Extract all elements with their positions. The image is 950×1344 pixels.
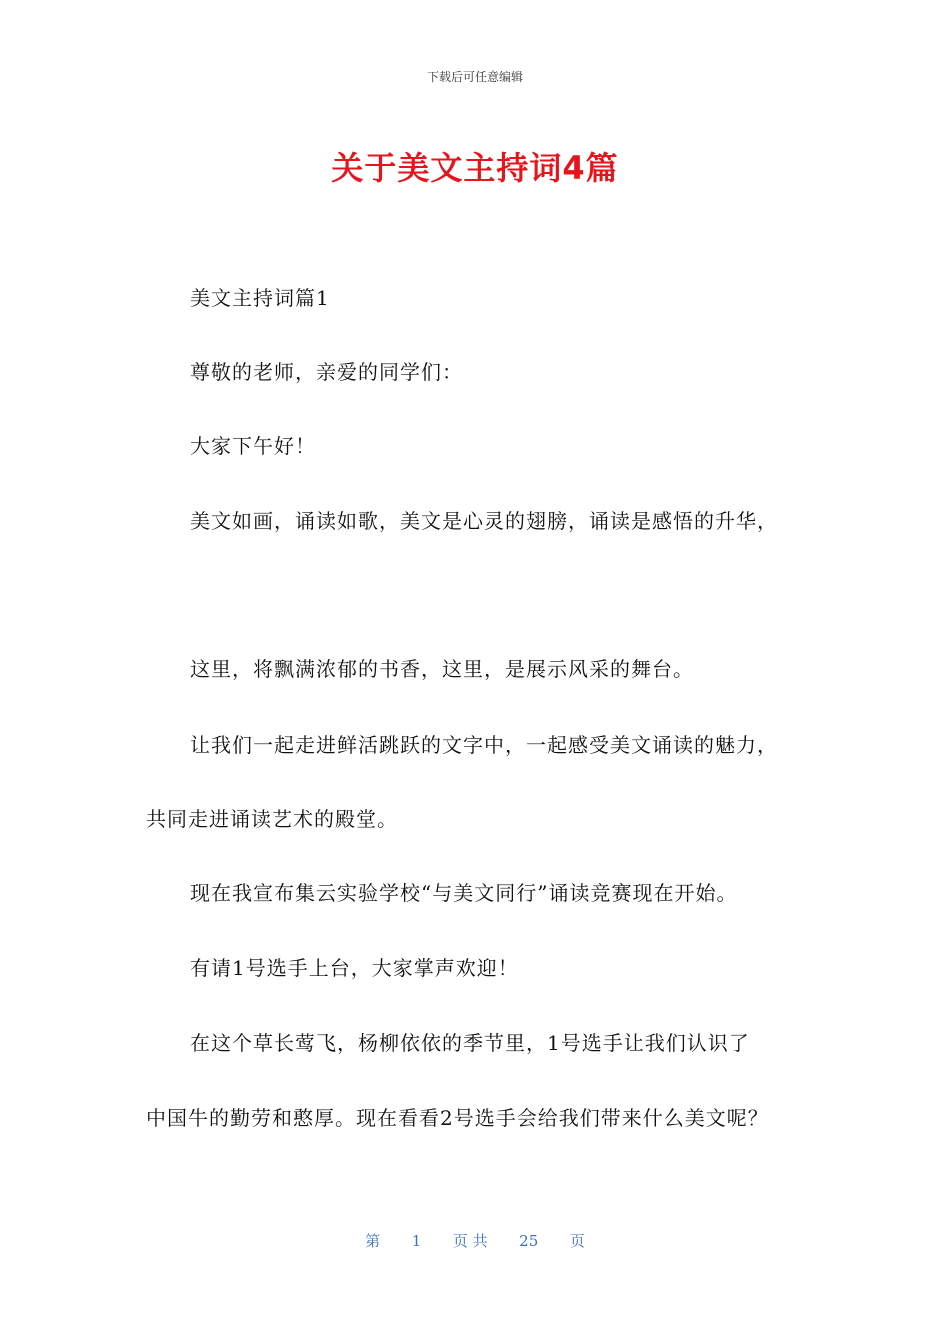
body-paragraph: 现在我宣布集云实验学校“与美文同行”诵读竞赛现在开始。 xyxy=(190,881,738,905)
footer-suffix: 页 xyxy=(569,1232,585,1250)
body-paragraph: 在这个草长莺飞，杨柳依依的季节里，1号选手让我们认识了 xyxy=(190,1031,750,1055)
body-paragraph: 这里，将飘满浓郁的书香，这里，是展示风采的舞台。 xyxy=(190,657,694,681)
greeting: 大家下午好！ xyxy=(190,434,316,458)
body-paragraph: 有请1号选手上台，大家掌声欢迎！ xyxy=(190,956,519,980)
body-paragraph-continuation: 共同走进诵读艺术的殿堂。 xyxy=(146,807,398,831)
page-footer xyxy=(0,1230,950,1251)
document-title: 关于美文主持词4篇 xyxy=(331,149,619,187)
header-note: 下载后可任意编辑 xyxy=(426,70,523,84)
footer-prefix: 第 xyxy=(365,1232,381,1250)
body-paragraph: 让我们一起走进鲜活跳跃的文字中，一起感受美文诵读的魅力， xyxy=(190,733,778,757)
footer-total-pages: 25 xyxy=(519,1232,539,1250)
body-paragraph-continuation: 中国牛的勤劳和憨厚。现在看看2号选手会给我们带来什么美文呢？ xyxy=(146,1106,769,1130)
footer-current-page: 1 xyxy=(411,1232,422,1250)
footer-middle: 页 共 xyxy=(452,1232,488,1250)
section-heading: 美文主持词篇1 xyxy=(190,286,330,310)
body-paragraph: 美文如画，诵读如歌，美文是心灵的翅膀，诵读是感悟的升华， xyxy=(190,509,778,533)
salutation: 尊敬的老师，亲爱的同学们： xyxy=(190,360,463,384)
